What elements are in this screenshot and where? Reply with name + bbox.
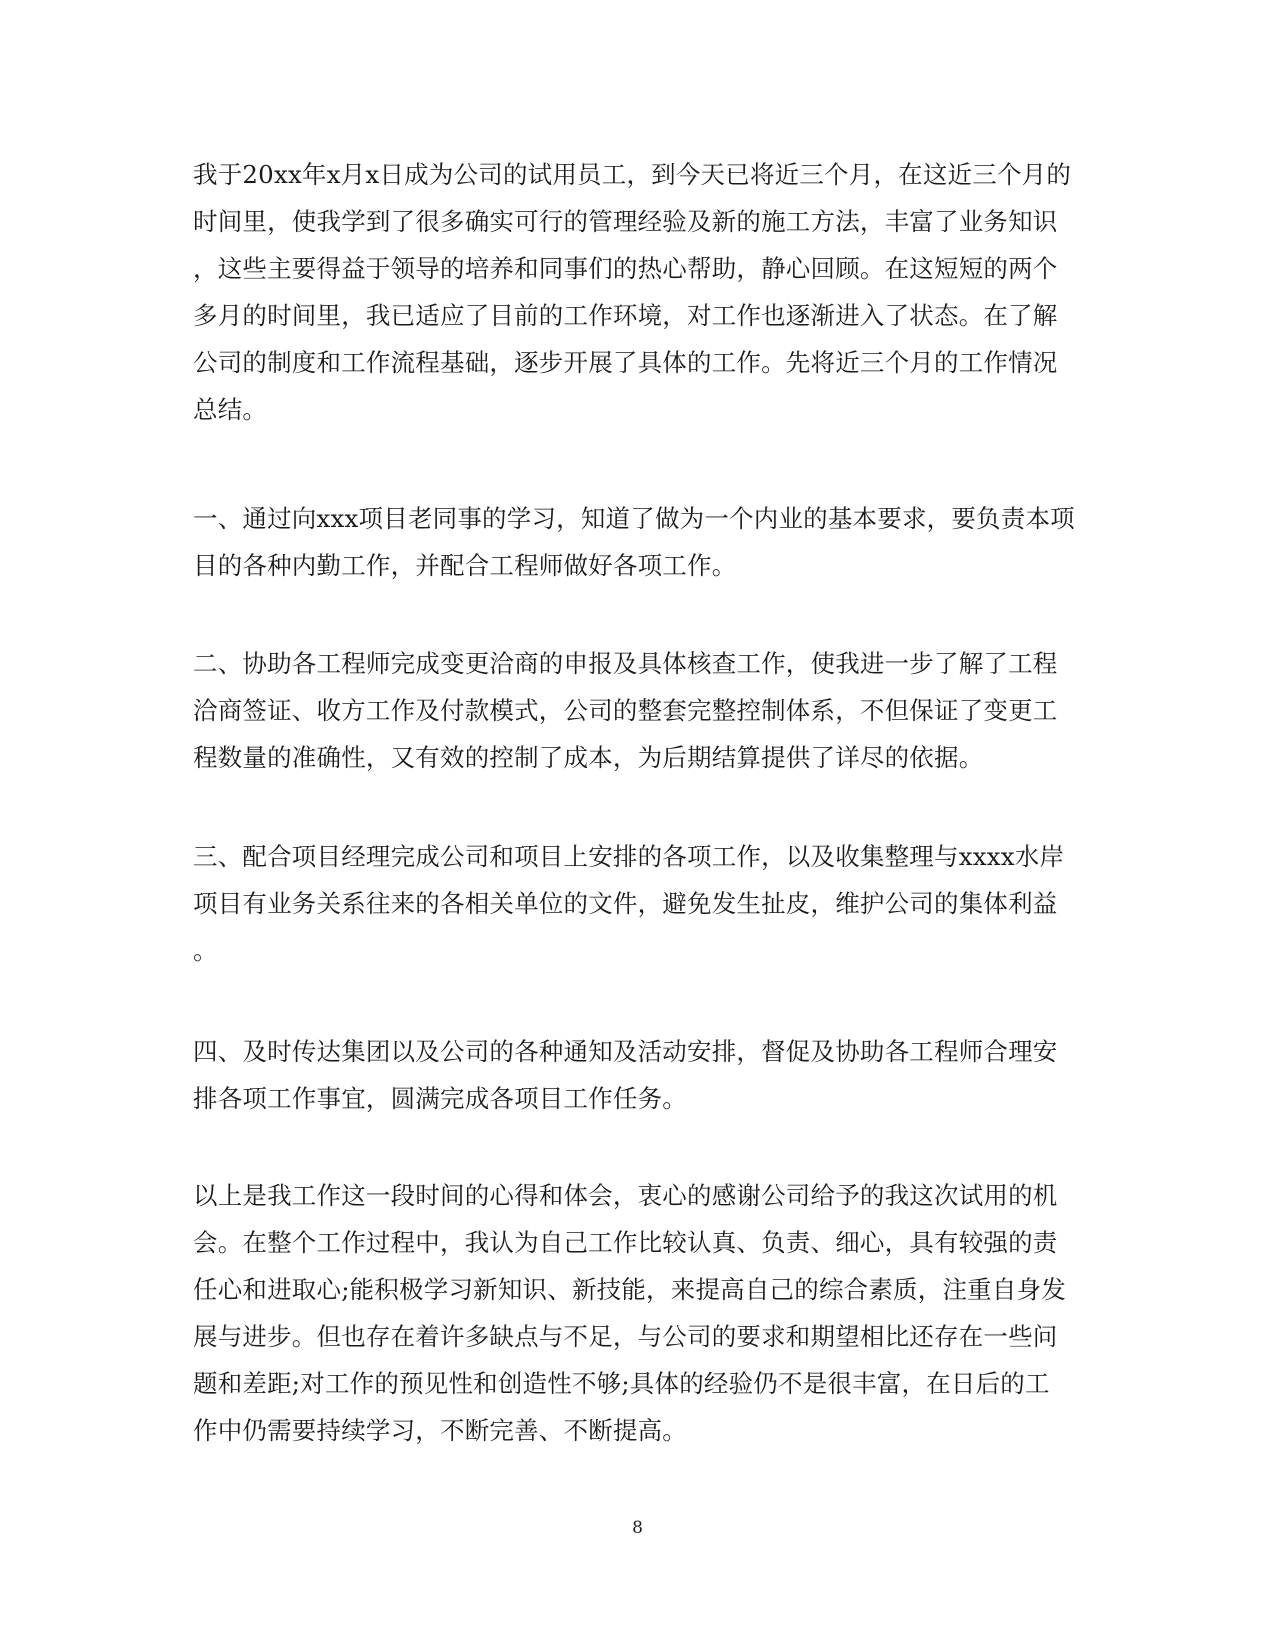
text-line: 多月的时间里，我已适应了目前的工作环境，对工作也逐渐进入了状态。在了解 <box>193 301 1058 330</box>
text-line: 排各项工作事宜，圆满完成各项目工作任务。 <box>193 1084 687 1113</box>
paragraph-item-4 <box>193 1028 1093 1122</box>
text-line: 四、及时传达集团以及公司的各种通知及活动安排，督促及协助各工程师合理安 <box>193 1037 1058 1066</box>
page-number: 8 <box>632 1518 643 1538</box>
text-line: 时间里，使我学到了很多确实可行的管理经验及新的施工方法，丰富了业务知识 <box>193 207 1058 236</box>
paragraph-conclusion <box>193 1172 1093 1454</box>
text-line: 公司的制度和工作流程基础，逐步开展了具体的工作。先将近三个月的工作情况 <box>193 348 1058 377</box>
text-line: 总结。 <box>193 395 268 424</box>
paragraph-intro <box>193 151 1093 433</box>
text-line: 任心和进取心;能积极学习新知识、新技能，来提高自己的综合素质，注重自身发 <box>193 1275 1066 1304</box>
text-line: 二、协助各工程师完成变更洽商的申报及具体核查工作，使我进一步了解了工程 <box>193 649 1058 678</box>
text-line: 题和差距;对工作的预见性和创造性不够;具体的经验仍不是很丰富，在日后的工 <box>193 1369 1050 1398</box>
text-line: 。 <box>193 936 218 965</box>
text-line: 我于20xx年x月x日成为公司的试用员工，到今天已将近三个月，在这近三个月的 <box>193 160 1072 189</box>
text-line: 会。在整个工作过程中，我认为自己工作比较认真、负责、细心，具有较强的责 <box>193 1228 1058 1257</box>
paragraph-item-1 <box>193 495 1093 589</box>
text-line: 项目有业务关系往来的各相关单位的文件，避免发生扯皮，维护公司的集体利益 <box>193 889 1058 918</box>
text-line: ，这些主要得益于领导的培养和同事们的热心帮助，静心回顾。在这短短的两个 <box>193 254 1058 283</box>
text-line: 展与进步。但也存在着许多缺点与不足，与公司的要求和期望相比还存在一些问 <box>193 1322 1058 1351</box>
text-line: 目的各种内勤工作，并配合工程师做好各项工作。 <box>193 551 737 580</box>
text-line: 一、通过向xxx项目老同事的学习，知道了做为一个内业的基本要求，要负责本项 <box>193 504 1075 533</box>
paragraph-item-2 <box>193 640 1093 781</box>
paragraph-item-3 <box>193 833 1093 974</box>
text-line: 洽商签证、收方工作及付款模式，公司的整套完整控制体系，不但保证了变更工 <box>193 696 1058 725</box>
text-line: 程数量的准确性，又有效的控制了成本，为后期结算提供了详尽的依据。 <box>193 743 984 772</box>
text-line: 以上是我工作这一段时间的心得和体会，衷心的感谢公司给予的我这次试用的机 <box>193 1181 1058 1210</box>
text-line: 作中仍需要持续学习，不断完善、不断提高。 <box>193 1416 687 1445</box>
text-line: 三、配合项目经理完成公司和项目上安排的各项工作，以及收集整理与xxxx水岸 <box>193 842 1065 871</box>
